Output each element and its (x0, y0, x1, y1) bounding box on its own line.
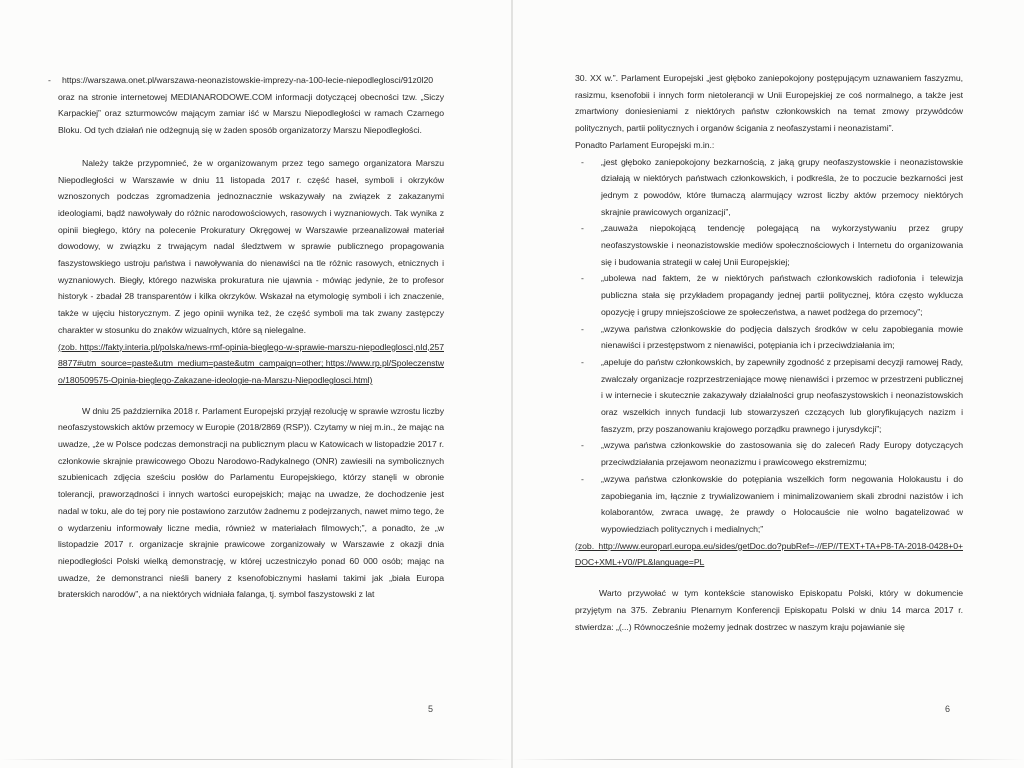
left-paragraph-1: oraz na stronie internetowej MEDIANARODOWE.COM informacji dotyczącej obecności tzw. „Siczy Karpackiej” oraz szturmowców mającym zamiar iść w Marszu Niepodległości w ramach Czarnego Bloku. Od tych działań nie odżegnują się w żaden sposób organizatorzy Marszu Niepodległości. (58, 91, 444, 136)
right-reference-link[interactable]: (zob. http://www.europarl.europa.eu/sides/getDoc.do?pubRef=-//EP//TEXT+TA+P8-TA-2018-0428+0+DOC+XML+V0//PL&language=PL (575, 540, 963, 568)
bullet-text: „apeluje do państw członkowskich, by zapewniły zgodność z przepisami decyzji ramowej Rady, zwalczały organizacje rozprzestrzeniające mowę nienawiści i przemoc w przestrzeni publicznej i w internecie i skutecznie zakazywały działalności grup neofaszystowskich i neonazistowskich oraz wszelkich innych fundacji lub stowarzyszeń czczących lub gloryfikujących nazizm i faszyzm, przy poszanowaniu krajowego porządku prawnego i jurysdykcji”; (601, 356, 963, 434)
right-page (513, 0, 1024, 768)
left-page-text (48, 72, 444, 603)
list-item (575, 220, 963, 270)
list-item (575, 154, 963, 221)
bullet-dash: - (581, 156, 584, 167)
right-paragraph-1: 30. XX w.”. Parlament Europejski „jest głęboko zaniepokojony postępującym uznawaniem faszyzmu, rasizmu, ksenofobii i innych form nietolerancji w Unii Europejskiej ze coś normalnego, a także jest zmartwiony doniesieniami z niektórych państw członkowskich na temat zmowy przywódców politycznych, partii politycznych i organów ścigania z neofaszystami i neonazistami”. (575, 73, 963, 134)
bullet-text: „ubolewa nad faktem, że w niektórych państwach członkowskich radiofonia i telewizja publiczna stała się przykładem propagandy jednej partii politycznej, która często wyklucza opozycję i grupy mniejszościowe ze społeczeństwa, a nawet podżega do przemocy”; (601, 273, 963, 317)
bullet-dash: - (581, 356, 584, 367)
bullet-text: „wzywa państwa członkowskie do podjęcia dalszych środków w celu zapobiegania mowie nienawiści i przestępstwom z nienawiści, potępiania ich i przeciwdziałania im; (601, 323, 963, 351)
right-page-text (575, 70, 963, 635)
bullet-dash: - (581, 223, 584, 234)
resolution-bullet-list (575, 154, 963, 538)
left-paragraph-2: Należy także przypomnieć, że w organizowanym przez tego samego organizatora Marszu Niepodległości w Warszawie w dniu 11 listopada 2017 r. część haseł, symboli i okrzyków wznoszonych podczas zgromadzenia jednoznacznie wskazywały na związek z zakazanymi ideologiami, bądź nawoływały do różnic narodowościowych, rasowych i wyznaniowych. Tak wynika z opinii biegłego, który na polecenie Prokuratury Okręgowej w Warszawie przeanalizował materiał dowodowy, w związku z trwającym nadal śledztwem w sprawie publicznego propagowania faszystowskiego ustroju państwa i nawoływania do nienawiści na tle różnic rasowych, etnicznych i wyznaniowych. Biegły, którego nazwiska prokuratura nie ujawnia - mówiąc jedynie, że to profesor historyk - zbadał 28 transparentów i kilka okrzyków. Wskazał na etymologię symboli i ich znaczenie, także w ujęciu historycznym. Z jego opinii wynika też, że część symboli ma tak zwany zastępczy charakter w stosunku do znaków wizualnych, które są nielegalne. (58, 157, 444, 335)
bullet-text: „wzywa państwa członkowskie do zastosowania się do zaleceń Rady Europy dotyczących przeciwdziałania przejawom neonazizmu i prawicowego ekstremizmu; (601, 440, 963, 468)
left-reference-links[interactable]: (zob. https://fakty.interia.pl/polska/news-rmf-opinia-bieglego-w-sprawie-marszu-niepodleglosci,nId,2578877#utm_source=paste&utm_medium=paste&utm_campaign=other; https://www.rp.pl/Spoleczenstwo/180509575-Opinia-bieglego-Zakazane-ideologie-na-Marszu-Niepodleglosci.html) (58, 341, 444, 385)
page-number-right: 6 (945, 704, 951, 714)
bullet-dash: - (581, 273, 584, 284)
left-paragraph-3: W dniu 25 października 2018 r. Parlament Europejski przyjął rezolucję w sprawie wzrostu liczby neofaszystowskich aktów przemocy w Europie (2018/2869 (RSP)). Czytamy w niej m.in., że mając na uwadze, „że w Polsce podczas demonstracji na publicznym placu w Katowicach w listopadzie 2017 r. członkowie skrajnie prawicowego Obozu Narodowo-Radykalnego (ONR) zawiesili na symbolicznych szubienicach zdjęcia sześciu posłów do Parlamentu Europejskiego, którzy stanęli w obronie tolerancji, praworządności i innych wartości europejskich; mając na uwadze, że dochodzenie jest nadal w toku, ale do tej pory nie postawiono zarzutów żadnemu z podejrzanych, nawet mimo tego, że o wydarzeniu informowały liczne media, również w materiałach filmowych;”, a ponadto, że „w listopadzie 2017 r. organizacje skrajnie prawicowe zorganizowały w Warszawie z okazji dnia niepodległości Polski wielką demonstrację, w której uczestniczyło ponad 60 000 osób; mając na uwadze, że demonstranci nieśli banery z ksenofobicznymi hasłami takimi jak „biała Europa braterskich narodów”, a na niektórych widniała falanga, tj. symbol faszystowski z lat (58, 405, 444, 600)
bullet-dash: - (581, 440, 584, 451)
link-onet[interactable]: https://warszawa.onet.pl/warszawa-neonazistowskie-imprezy-na-100-lecie-niepodleglosci/91z0l20 (62, 75, 434, 85)
bullet-dash: - (581, 473, 584, 484)
bullet-text: „jest głęboko zaniepokojony bezkarnością, z jaką grupy neofaszystowskie i neonazistowskie działają w niektórych państwach członkowskich, i podkreśla, że to poczucie bezkarności jest jednym z powodów, które tłumaczą alarmujący wzrost liczby aktów przemocy niektórych skrajnie prawicowych organizacji”, (601, 156, 963, 217)
list-item (575, 321, 963, 354)
page-number-left: 5 (428, 704, 434, 714)
bullet-text: „zauważa niepokojącą tendencję polegającą na wykorzystywaniu przez grupy neofaszystowskie i neonazistowskie mediów społecznościowych i Internetu do organizowania się i budowania strategii w całej Unii Europejskiej; (601, 223, 963, 267)
right-paragraph-2: Ponadto Parlament Europejski m.in.: (575, 139, 715, 150)
list-item (575, 270, 963, 320)
bullet-dash: - (48, 75, 51, 85)
list-item (575, 437, 963, 470)
left-page (0, 0, 511, 768)
list-item (575, 471, 963, 538)
list-item (44, 72, 444, 89)
left-link-list (48, 72, 444, 89)
bullet-dash: - (581, 323, 584, 334)
bullet-text: „wzywa państwa członkowskie do potępiania wszelkich form negowania Holokaustu i do zapobiegania im, łącznie z trywializowaniem i minimalizowaniem skali zbrodni nazistów i ich kolaborantów, zwraca uwagę, że prawdy o Holocauście nie wolno bagatelizować w wypowiedziach politycznych i medialnych;” (601, 473, 963, 534)
page-bottom-edge (0, 759, 511, 760)
right-paragraph-3: Warto przywołać w tym kontekście stanowisko Episkopatu Polski, który w dokumencie przyjętym na 375. Zebraniu Plenarnym Konferencji Episkopatu Polski w dniu 14 marca 2017 r. stwierdza: „(...) Równocześnie możemy jednak dostrzec w naszym kraju pojawianie się (575, 588, 963, 632)
list-item (575, 354, 963, 438)
page-bottom-edge (513, 759, 1024, 760)
